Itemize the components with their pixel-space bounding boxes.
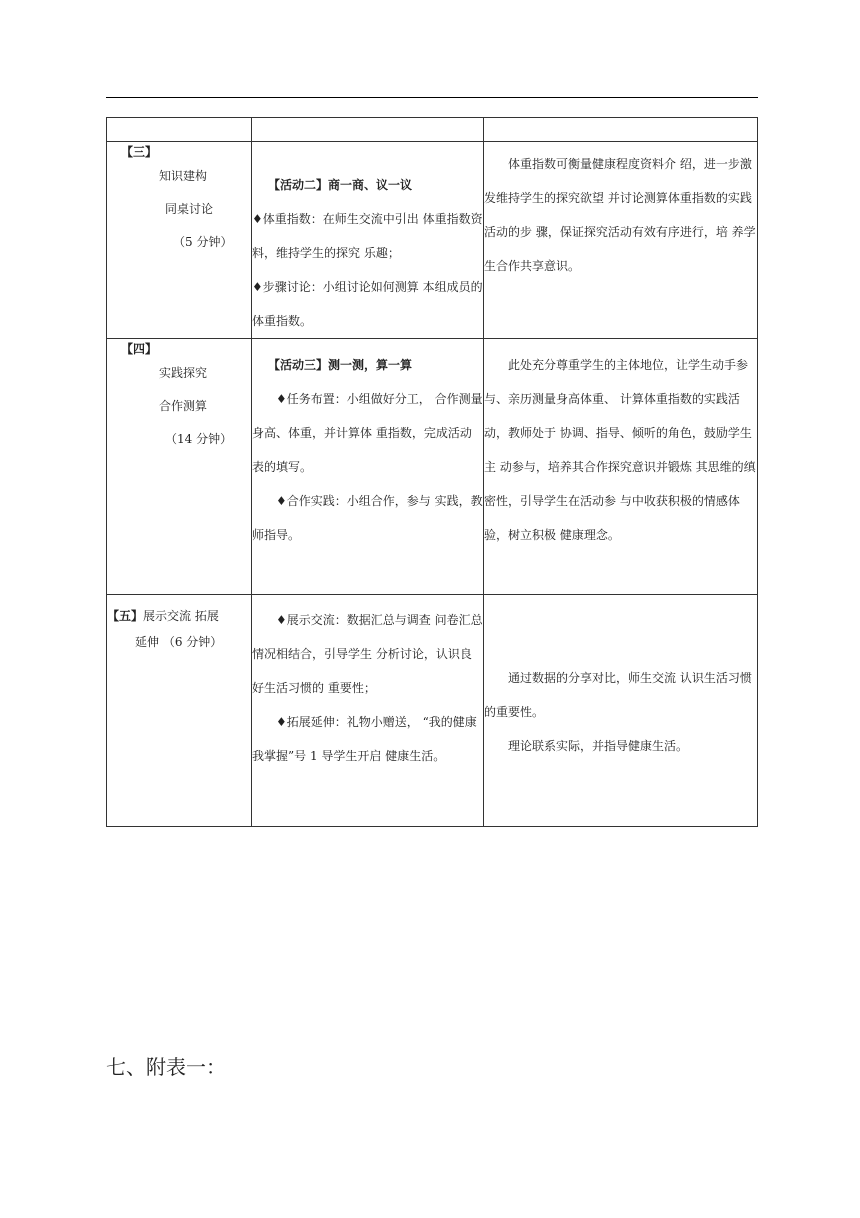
intent-cell (484, 142, 758, 339)
activity-cell (252, 595, 484, 827)
stage-duration: （5 分钟） (173, 235, 233, 249)
table-row (107, 142, 758, 339)
activity-cell (252, 142, 484, 339)
stage-subtitle: 同桌讨论 (165, 202, 214, 216)
stage-number: 【五】 (107, 609, 144, 623)
activity-cell (252, 339, 484, 595)
stage-number: 【四】 (121, 342, 158, 356)
stage-name-text: 展示交流 拓展 (143, 609, 219, 623)
activity-title: 【活动二】商一商、议一议 (268, 178, 413, 192)
activity-paragraph: ♦合作实践：小组合作，参与 实践，教师指导。 (252, 494, 483, 542)
header-cell-stage (107, 118, 252, 142)
header-cell-intent (484, 118, 758, 142)
activity-title: 【活动三】测一测，算一算 (268, 358, 413, 372)
stage-name: 知识建构 (159, 169, 208, 183)
intent-paragraph: 通过数据的分享对比，师生交流 认识生活习惯的重要性。 (484, 671, 752, 719)
activity-paragraph: ♦体重指数：在师生交流中引出 体重指数资料，维持学生的探究 乐趣； (252, 212, 483, 260)
stage-duration: （14 分钟） (165, 432, 233, 446)
stage-number: 【三】 (121, 145, 158, 159)
stage-cell (107, 142, 252, 339)
stage-subtitle: 合作测算 (159, 399, 208, 413)
activity-paragraph: ♦展示交流：数据汇总与调查 问卷汇总情况相结合，引导学生 分析讨论，认识良好生活习惯的 重要性； (252, 613, 483, 695)
stage-cell (107, 339, 252, 595)
table-row (107, 595, 758, 827)
stage-name: 实践探究 (159, 366, 208, 380)
table-row (107, 339, 758, 595)
header-cell-activity (252, 118, 484, 142)
intent-cell (484, 339, 758, 595)
intent-cell (484, 595, 758, 827)
lesson-plan-table (106, 117, 758, 827)
activity-paragraph: ♦步骤讨论：小组讨论如何测算 本组成员的体重指数。 (252, 280, 483, 328)
activity-paragraph: ♦任务布置：小组做好分工， 合作测量身高、体重，并计算体 重指数，完成活动表的填写。 (252, 392, 483, 474)
stage-cell (107, 595, 252, 827)
table-header-row (107, 118, 758, 142)
activity-paragraph: ♦拓展延伸：礼物小赠送， “我的健康我掌握”号 1 导学生开启 健康生活。 (252, 715, 477, 763)
stage-name (107, 603, 251, 629)
top-rule (106, 97, 758, 98)
stage-subtitle: 延伸 （6 分钟） (135, 635, 223, 649)
intent-paragraph: 此处充分尊重学生的主体地位，让学生动手参与、亲历测量身高体重、 计算体重指数的实践活动，教师处于 协调、指导、倾听的角色，鼓励学生主 动参与，培养其合作探究意识并锻炼 其思维的缜密性，引导学生在活动参 与中收获积极的情感体验，树立积极 健康理念。 (484, 358, 756, 542)
intent-paragraph: 体重指数可衡量健康程度资料介 绍，进一步激发维持学生的探究欲望 并讨论测算体重指数的实践活动的步 骤，保证探究活动有效有序进行，培 养学生合作共享意识。 (484, 157, 756, 273)
appendix-heading: 七、附表一： (106, 1055, 226, 1079)
intent-paragraph: 理论联系实际，并指导健康生活。 (508, 739, 689, 753)
